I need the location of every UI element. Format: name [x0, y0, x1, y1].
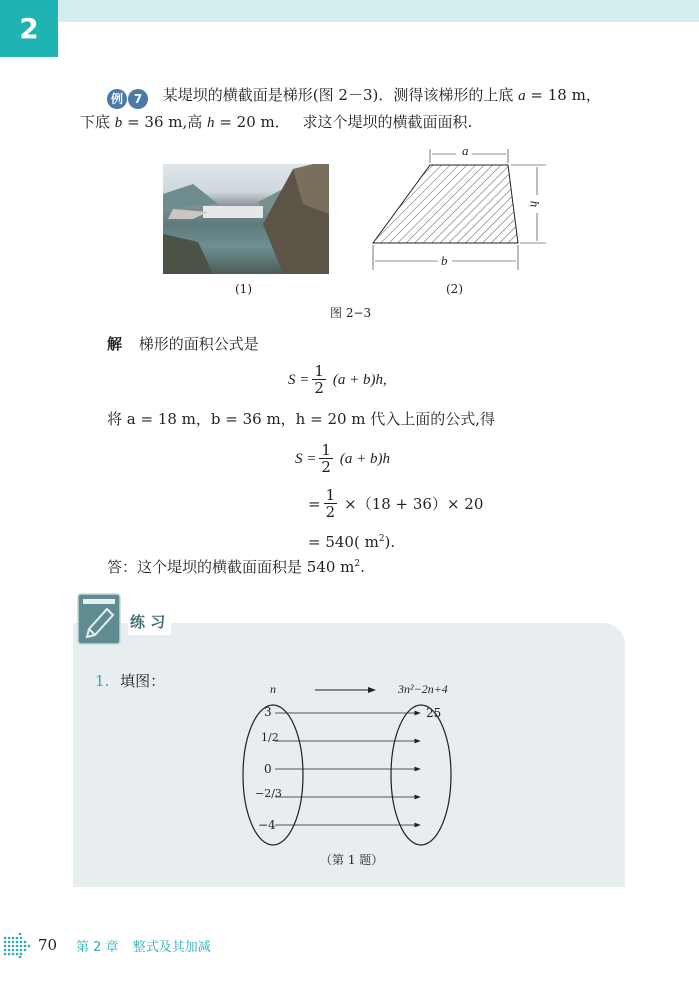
dot-arrow-icon [2, 932, 36, 958]
footer-chapter: 第 2 章 整式及其加减 [76, 940, 211, 955]
solution-step-2: = $\frac{1}{2}$ ×（18 + 36）× 20 [308, 486, 484, 521]
output-value-25: 25 [426, 706, 442, 720]
example-badge-number: 7 [128, 89, 148, 109]
input-value-3: 3 [264, 705, 272, 719]
chapter-number-tab: 2 [0, 0, 58, 57]
header-band [58, 0, 699, 22]
label-b: b [441, 253, 448, 268]
example-line-2: 下底 b = 36 m,高 h = 20 m． 求这个堤坝的横截面面积. [80, 113, 473, 131]
input-value-half: 1/2 [261, 731, 279, 744]
area-formula: S = $\frac{1}{2}$ (a + b)h, [288, 362, 387, 397]
practice-caption: （第 1 题） [320, 853, 384, 867]
pencil-notebook-icon [77, 593, 121, 645]
trapezoid-diagram [368, 145, 548, 275]
page-number: 70 [38, 936, 58, 954]
input-value-0: 0 [264, 762, 272, 776]
solution-step-1: S = $\frac{1}{2}$ (a + b)h [295, 441, 391, 476]
dam-photo [163, 164, 329, 274]
substitute-text: 将 a = 18 m，b = 36 m，h = 20 m 代入上面的公式,得 [107, 410, 496, 428]
label-h: h [527, 200, 543, 208]
output-label-expression: 3n²−2n+4 [398, 682, 448, 696]
input-value-neg-two-thirds: −2/3 [255, 787, 282, 800]
label-a: a [462, 143, 469, 158]
example-line-1: 例 7 某堤坝的横截面是梯形(图 2－3)．测得该梯形的上底 a = 18 m， [107, 84, 601, 109]
input-label-n: n [270, 682, 276, 696]
diagram-caption: (2) [446, 282, 463, 296]
practice-title: 练 习 [128, 610, 171, 635]
answer-text: 答：这个堤坝的横截面面积是 540 $m^2$. [107, 558, 365, 576]
example-badge-label: 例 [107, 89, 127, 109]
solution-step-3: = 540( $m^2$). [308, 533, 396, 551]
solution-intro: 解 梯形的面积公式是 [107, 335, 259, 353]
practice-item-1: 1. 填图： [95, 672, 166, 690]
input-value-neg-4: −4 [258, 818, 276, 832]
figure-title: 图 2−3 [330, 306, 372, 320]
photo-caption: (1) [235, 282, 252, 296]
